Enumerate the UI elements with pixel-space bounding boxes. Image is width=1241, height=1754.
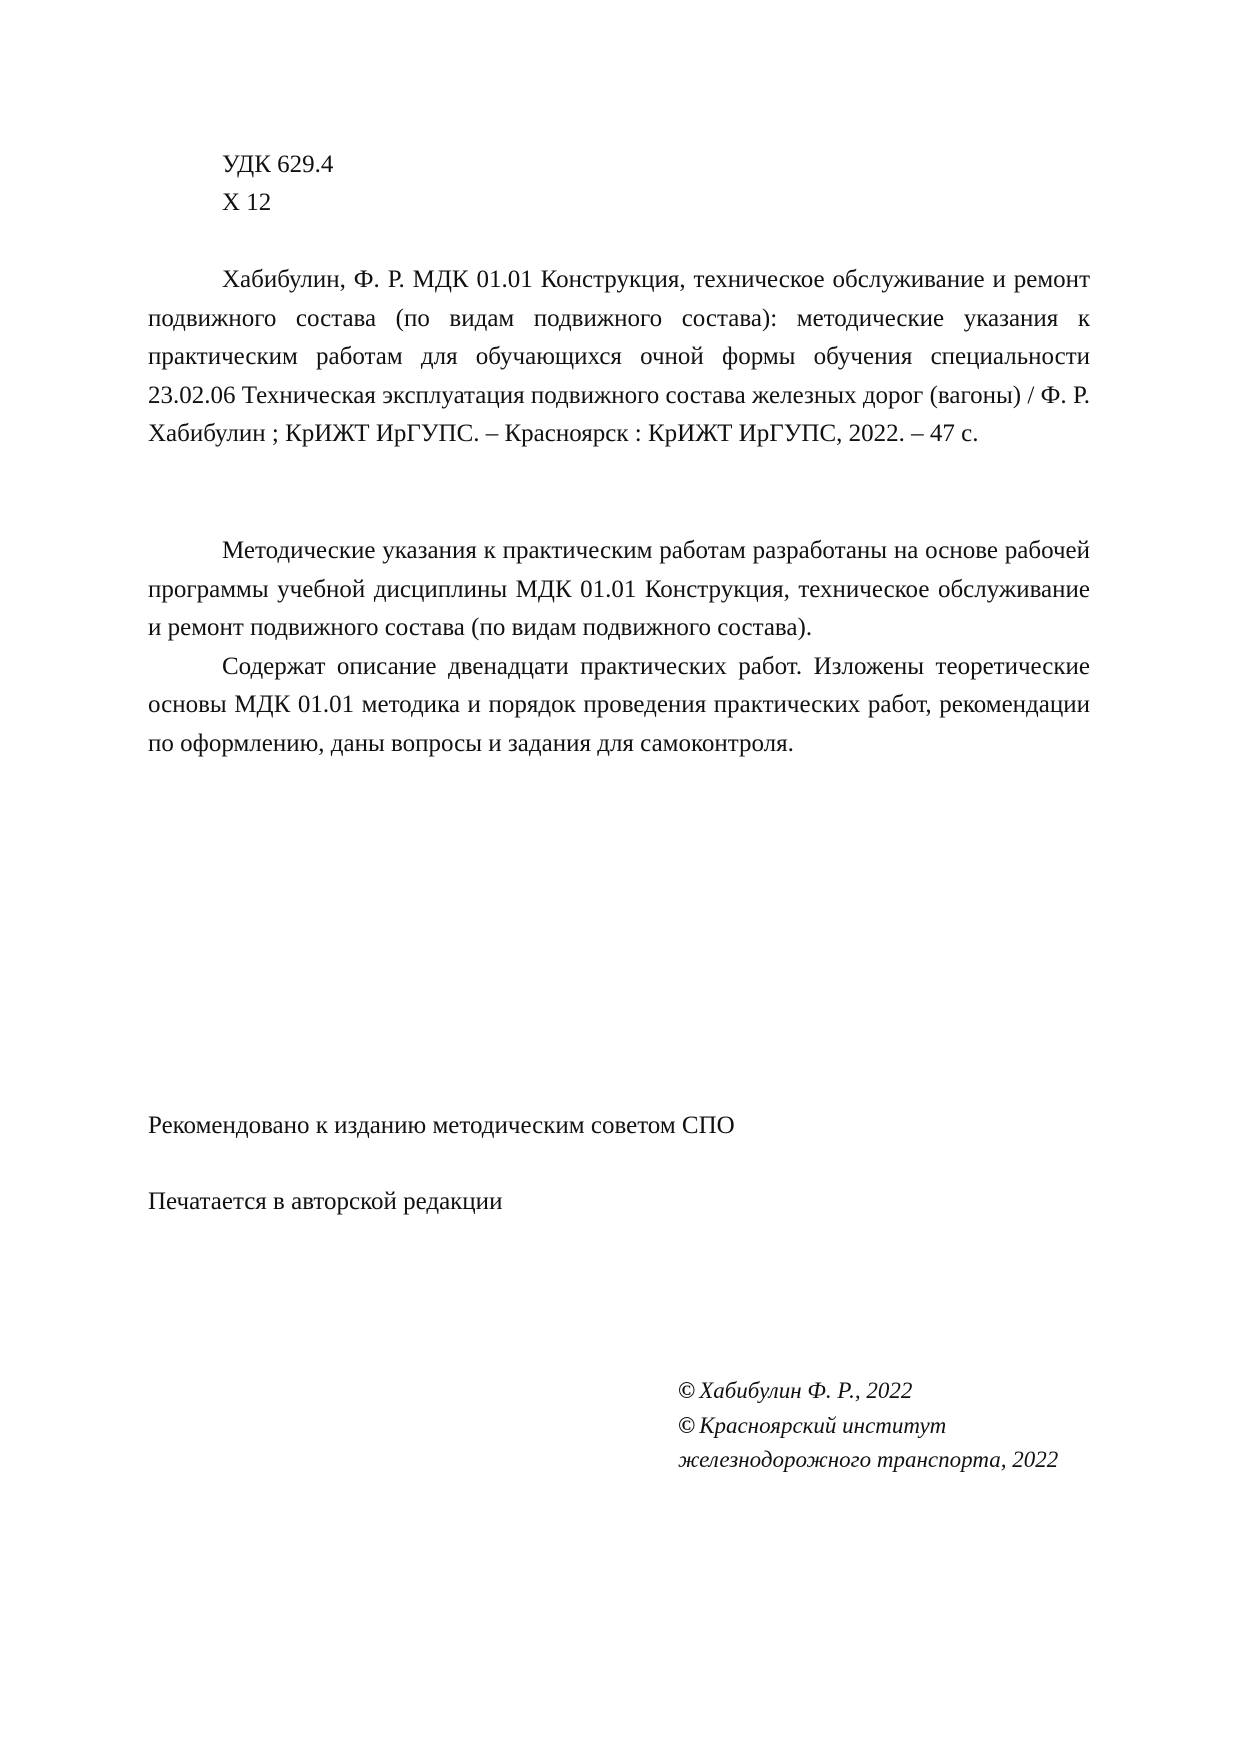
copyright-block: [678, 1374, 1098, 1478]
bibliographic-record-block: [148, 261, 1090, 454]
copyright-institute-line: [678, 1409, 1098, 1444]
copyright-institute-name: Красноярский институт: [699, 1412, 947, 1438]
abstract-block: [148, 532, 1090, 763]
classification-codes: [222, 146, 333, 222]
abstract-paragraph-1: Методические указания к практическим работам разработаны на основе рабочей программы учебной дисциплины МДК 01.01 Конструкция, техническое обслуживание и ремонт подвижного состава (по видам подвижного состава).: [148, 537, 1090, 641]
recommendation-note: Рекомендовано к изданию методическим советом СПО: [148, 1112, 735, 1139]
copyright-author-line: [678, 1374, 1098, 1409]
author-sign-code: Х 12: [222, 189, 272, 216]
copyright-icon: ©: [678, 1412, 696, 1438]
edition-note: Печатается в авторской редакции: [148, 1188, 503, 1215]
udk-code: УДК 629.4: [222, 151, 334, 178]
abstract-paragraph-2: Содержат описание двенадцати практических работ. Изложены теоретические основы МДК 01.01 методика и порядок проведения практических работ, рекомендации по оформлению, даны вопросы и задания для самоконтроля.: [148, 652, 1090, 757]
copyright-author: Хабибулин Ф. Р., 2022: [699, 1378, 913, 1403]
bibliographic-record: Хабибулин, Ф. Р. МДК 01.01 Конструкция, техническое обслуживание и ремонт подвижного состава (по видам подвижного состава): методические указания к практическим работам для обучающихся очной формы обучения специальности 23.02.06 Техническая эксплуатация подвижного состава железных дорог (вагоны) / Ф. Р. Хабибулин ; КрИЖТ ИрГУПС. – Красноярск : КрИЖТ ИрГУПС, 2022. – 47 с.: [148, 266, 1090, 447]
copyright-institute-line-2: железнодорожного транспорта, 2022: [678, 1447, 1059, 1472]
copyright-icon: ©: [678, 1378, 696, 1403]
